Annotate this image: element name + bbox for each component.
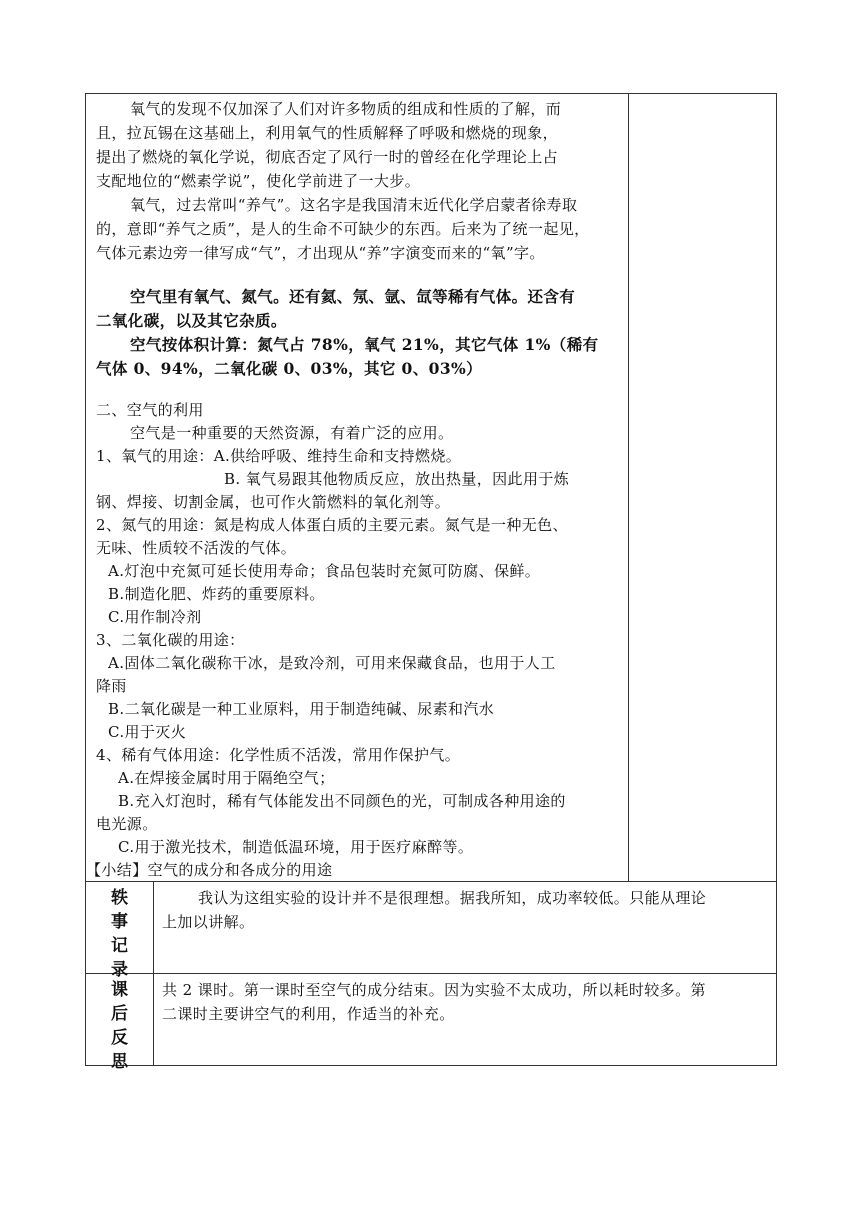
- content-cell: [86, 94, 629, 882]
- section-heading: 二、空气的利用: [96, 401, 204, 419]
- text-line: 共 2 课时。第一课时至空气的成分结束。因为实验不太成功，所以耗时较多。第: [162, 981, 706, 999]
- heading-char: 反: [111, 1028, 128, 1048]
- text-line: 钢、焊接、切割金属，也可作火箭燃料的氧化剂等。: [96, 493, 451, 511]
- anecdote-heading: [86, 882, 154, 980]
- text-line: 支配地位的“燃素学说”，使化学前进了一大步。: [96, 172, 421, 190]
- lesson-table: [85, 93, 777, 1072]
- summary-line: 【小结】空气的成分和各成分的用途: [86, 861, 333, 879]
- text-line: 的，意即“养气之质”，是人的生命不可缺少的东西。后来为了统一起见，: [96, 220, 590, 238]
- text-line: B.制造化肥、炸药的重要原料。: [108, 585, 325, 603]
- text-line: C.用作制冷剂: [108, 608, 202, 626]
- reflection-body: [154, 974, 776, 1065]
- text-line: C.用于灭火: [108, 723, 187, 741]
- text-line-bold: 空气里有氧气、氮气。还有氦、氖、氩、氙等稀有气体。还含有: [130, 287, 576, 306]
- text-line: 电光源。: [96, 815, 158, 833]
- text-line-bold: 空气按体积计算：氮气占 78%，氧气 21%，其它气体 1%（稀有: [130, 335, 599, 354]
- text-line: B. 氧气易跟其他物质反应，放出热量，因此用于炼: [224, 470, 570, 488]
- heading-char: 记: [111, 936, 128, 956]
- text-line: 无味、性质较不活泼的气体。: [96, 539, 297, 557]
- text-line: 2、氮气的用途：氮是构成人体蛋白质的主要元素。氮气是一种无色、: [96, 516, 568, 534]
- text-line: 且，拉瓦锡在这基础上，利用氧气的性质解释了呼吸和燃烧的现象，: [96, 124, 559, 142]
- heading-char: 事: [111, 912, 128, 932]
- anecdote-row: [86, 882, 776, 980]
- heading-char: 轶: [111, 888, 128, 908]
- text-line: 空气是一种重要的天然资源，有着广泛的应用。: [130, 424, 454, 442]
- notes-cell: [629, 94, 776, 882]
- text-line: 1、氧气的用途：A.供给呼吸、维持生命和支持燃烧。: [96, 447, 462, 465]
- text-line: 我认为这组实验的设计并不是很理想。据我所知，成功率较低。只能从理论: [198, 889, 707, 907]
- text-line: B.充入灯泡时，稀有气体能发出不同颜色的光，可制成各种用途的: [118, 792, 566, 810]
- text-line: B.二氧化碳是一种工业原料，用于制造纯碱、尿素和汽水: [108, 700, 495, 718]
- text-line: A.灯泡中充氮可延长使用寿命；食品包装时充氮可防腐、保鲜。: [108, 562, 541, 580]
- text-line: 4、稀有气体用途：化学性质不活泼，常用作保护气。: [96, 746, 461, 764]
- text-line: 氧气，过去常叫“养气”。这名字是我国清末近代化学启蒙者徐寿取: [130, 196, 578, 214]
- text-line: 上加以讲解。: [162, 913, 255, 931]
- heading-char: 思: [111, 1052, 128, 1072]
- text-line: 降雨: [96, 677, 127, 695]
- text-line: A.在焊接金属时用于隔绝空气；: [118, 769, 335, 787]
- text-line: 氧气的发现不仅加深了人们对许多物质的组成和性质的了解，而: [130, 100, 562, 118]
- anecdote-body: [154, 882, 776, 973]
- heading-char: 录: [111, 960, 128, 980]
- text-line: 二课时主要讲空气的利用，作适当的补充。: [162, 1005, 455, 1023]
- text-line-bold: 二氧化碳，以及其它杂质。: [96, 311, 287, 330]
- text-line: C.用于激光技术，制造低温环境，用于医疗麻醉等。: [118, 838, 474, 856]
- text-line: 提出了燃烧的氧化学说，彻底否定了风行一时的曾经在化学理论上占: [96, 148, 559, 166]
- text-line: A.固体二氧化碳称干冰，是致冷剂，可用来保藏食品，也用于人工: [108, 654, 556, 672]
- reflection-row: [86, 974, 776, 1072]
- text-line: 3、二氧化碳的用途：: [96, 631, 245, 649]
- heading-char: 后: [111, 1004, 128, 1024]
- text-line: 气体元素边旁一律写成“气”，才出现从“养”字演变而来的“氧”字。: [96, 244, 545, 262]
- heading-char: 课: [111, 980, 128, 1000]
- text-line-bold: 气体 0、94%，二氧化碳 0、03%，其它 0、03%）: [96, 359, 483, 378]
- reflection-heading: [86, 974, 154, 1072]
